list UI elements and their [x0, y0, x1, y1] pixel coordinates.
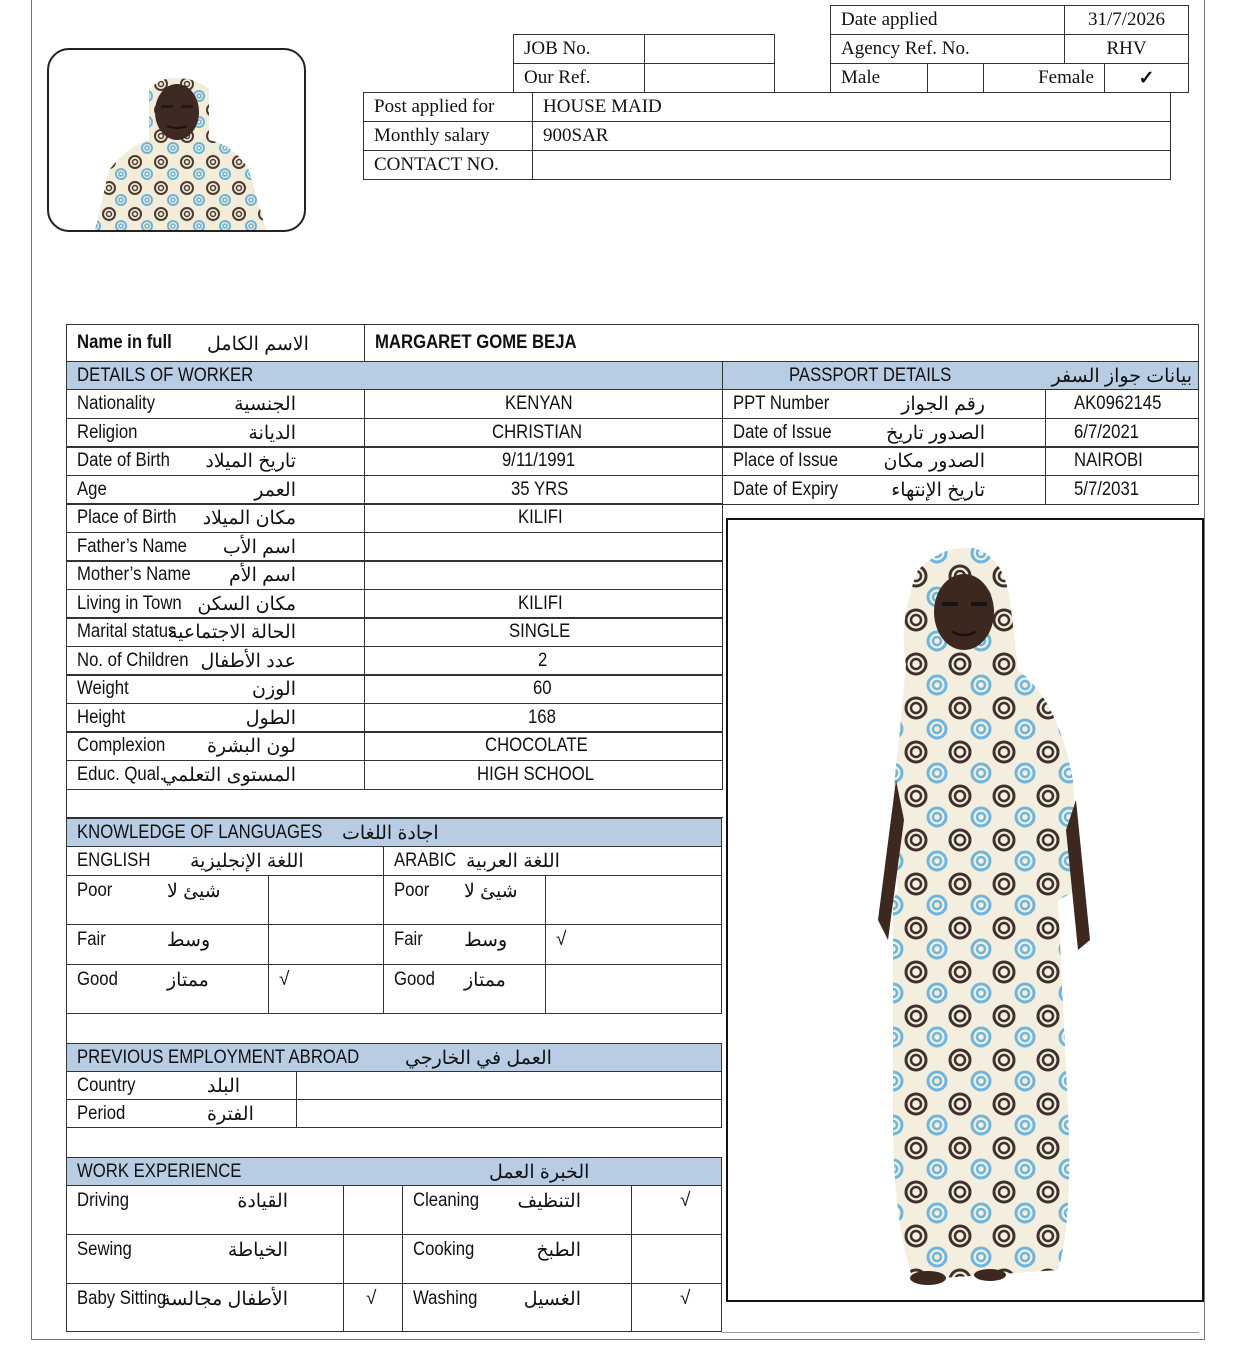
worker-label-ar: الطول [245, 708, 296, 729]
employment-label-ar: البلد [207, 1076, 241, 1097]
worker-value: 9/11/1991 [501, 450, 576, 471]
worker-label-ar: الوزن [251, 679, 296, 700]
english-level-check[interactable] [268, 875, 384, 925]
employment-table-spacer [66, 1127, 722, 1158]
arabic-level-check[interactable] [545, 964, 722, 1014]
passport-label-en: PPT Number [733, 393, 830, 414]
arabic-level-en: Poor [394, 880, 430, 901]
employment-field-label [66, 1099, 297, 1128]
worker-label-ar: الحالة الاجتماعية [168, 622, 296, 643]
worker-field-value[interactable] [364, 703, 723, 733]
our-ref-field[interactable] [644, 63, 775, 93]
date-applied-label: Date applied [830, 5, 1065, 35]
post-label: Post applied for [363, 92, 533, 122]
worker-field-value[interactable] [364, 646, 723, 676]
arabic-level-ar: ممتاز [464, 970, 506, 991]
passport-field-label [722, 475, 1046, 505]
arabic-level-check[interactable]: √ [545, 924, 722, 965]
worker-field-label [66, 617, 365, 647]
worker-value: CHOCOLATE [485, 735, 588, 756]
english-level-ar: ممتاز [167, 970, 209, 991]
passport-field-value[interactable] [1045, 389, 1199, 419]
passport-field-label [722, 389, 1046, 419]
experience-left-check[interactable] [343, 1234, 403, 1284]
worker-label-ar: مكان الميلاد [202, 508, 296, 529]
experience-left-label [66, 1185, 344, 1235]
worker-label-en: Father’s Name [77, 536, 187, 557]
arabic-label-en: ARABIC [394, 850, 457, 871]
experience-right-label [402, 1283, 632, 1332]
worker-label-en: Weight [77, 678, 129, 699]
experience-right-label [402, 1234, 632, 1284]
passport-label-ar: تاريخ الإنتهاء [891, 480, 985, 501]
contact-field[interactable] [532, 150, 1171, 180]
passport-label-ar: الصدور تاريخ [886, 423, 985, 444]
worker-label-en: Religion [77, 422, 138, 443]
passport-label-ar: رقم الجواز [901, 394, 985, 415]
contact-label: CONTACT NO. [363, 150, 533, 180]
english-level-ar: شيئ لا [167, 881, 221, 902]
english-label-ar: اللغة الإنجليزية [190, 851, 304, 872]
passport-value: 6/7/2021 [1074, 422, 1140, 443]
worker-field-value[interactable] [364, 731, 723, 761]
experience-left-check[interactable] [343, 1185, 403, 1235]
worker-field-label [66, 475, 365, 505]
worker-value: 60 [532, 678, 552, 699]
worker-label-ar: مكان السكن [197, 594, 296, 615]
worker-label-en: Complexion [77, 735, 166, 756]
experience-right-en: Washing [413, 1288, 478, 1309]
passport-section-header [722, 361, 1199, 390]
worker-field-value[interactable] [364, 503, 723, 533]
worker-label-ar: تاريخ الميلاد [205, 451, 296, 472]
employment-label-en: Period [77, 1102, 126, 1124]
experience-left-en: Sewing [77, 1239, 132, 1260]
experience-left-ar: القيادة [237, 1191, 288, 1212]
worker-field-value[interactable] [364, 617, 723, 647]
employment-field-label [66, 1071, 297, 1100]
our-ref-label: Our Ref. [513, 63, 645, 93]
arabic-level-en: Good [394, 969, 435, 990]
english-level-label [66, 875, 269, 925]
worker-label-ar: اسم الأب [222, 537, 296, 558]
full-body-photo [726, 518, 1204, 1302]
english-label-en: ENGLISH [77, 850, 151, 871]
name-field[interactable] [364, 324, 1199, 362]
english-level-label [66, 964, 269, 1014]
passport-field-value[interactable] [1045, 475, 1199, 505]
experience-left-en: Baby Sitting [77, 1288, 167, 1309]
arabic-header [383, 846, 722, 876]
worker-field-label [66, 703, 365, 733]
worker-label-ar: لون البشرة [206, 736, 296, 757]
experience-title-en: WORK EXPERIENCE [77, 1160, 242, 1182]
english-level-check[interactable]: √ [268, 964, 384, 1014]
worker-field-value[interactable] [364, 760, 723, 790]
passport-value: NAIROBI [1074, 450, 1143, 471]
experience-left-ar: الخياطة [227, 1240, 288, 1261]
arabic-level-check[interactable] [545, 875, 722, 925]
worker-label-ar: الجنسية [234, 394, 296, 415]
job-no-label: JOB No. [513, 34, 645, 64]
passport-value: 5/7/2031 [1074, 479, 1140, 500]
portrait-photo [47, 48, 306, 232]
employment-label-ar: الفترة [207, 1104, 254, 1125]
english-level-en: Poor [77, 880, 113, 901]
worker-field-value[interactable] [364, 560, 723, 590]
english-level-ar: وسط [167, 930, 211, 951]
agency-ref-label: Agency Ref. No. [830, 34, 1065, 64]
worker-field-label [66, 760, 365, 790]
worker-value: 2 [538, 650, 548, 671]
post-field[interactable]: HOUSE MAID [532, 92, 1171, 122]
languages-section-header [66, 818, 722, 847]
worker-label-en: Age [77, 479, 107, 500]
passport-title-en: PASSPORT DETAILS [789, 365, 952, 386]
worker-table-spacer [66, 788, 723, 818]
female-checkbox[interactable]: ✓ [1104, 63, 1189, 93]
arabic-level-en: Fair [394, 929, 423, 950]
english-level-en: Fair [77, 929, 106, 950]
experience-left-label [66, 1234, 344, 1284]
english-level-en: Good [77, 969, 118, 990]
passport-field-label [722, 418, 1046, 448]
english-level-label [66, 924, 269, 965]
worker-field-label [66, 646, 365, 676]
passport-label-en: Place of Issue [733, 450, 839, 471]
worker-field-label [66, 503, 365, 533]
bottom-rule [722, 1332, 1199, 1333]
passport-label-en: Date of Issue [733, 422, 832, 443]
passport-field-label [722, 446, 1046, 476]
worker-value: SINGLE [508, 621, 570, 642]
experience-left-ar: الأطفال مجالسة [161, 1289, 288, 1310]
english-level-check[interactable] [268, 924, 384, 965]
employment-title-en: PREVIOUS EMPLOYMENT ABROAD [77, 1046, 360, 1068]
experience-left-label [66, 1283, 344, 1332]
arabic-level-label [383, 964, 546, 1014]
name-label-cell [66, 324, 365, 362]
worker-field-label [66, 418, 365, 448]
worker-value: KILIFI [518, 593, 563, 614]
employment-label-en: Country [77, 1074, 136, 1096]
worker-field-label [66, 389, 365, 419]
arabic-label-ar: اللغة العربية [466, 851, 560, 872]
passport-field-value[interactable] [1045, 418, 1199, 448]
experience-right-label [402, 1185, 632, 1235]
employment-field-value[interactable] [296, 1071, 722, 1100]
languages-table-spacer [66, 1013, 722, 1044]
salary-label: Monthly salary [363, 121, 533, 151]
worker-label-ar: الديانة [248, 423, 296, 444]
salary-field[interactable]: 900SAR [532, 121, 1171, 151]
worker-field-value[interactable] [364, 532, 723, 562]
worker-label-en: Height [77, 707, 126, 728]
worker-value: 168 [527, 707, 556, 728]
passport-label-en: Date of Expiry [733, 479, 839, 500]
worker-value: KILIFI [518, 507, 563, 528]
job-no-field[interactable] [644, 34, 775, 64]
worker-label-ar: اسم الأم [228, 565, 296, 586]
worker-section-title: DETAILS OF WORKER [77, 364, 254, 386]
worker-label-en: No. of Children [77, 650, 189, 671]
experience-right-check[interactable] [631, 1234, 722, 1284]
experience-section-header [66, 1157, 722, 1186]
experience-right-ar: الطبخ [536, 1240, 581, 1261]
arabic-level-ar: وسط [464, 930, 508, 951]
worker-field-label [66, 674, 365, 704]
employment-title-ar: العمل في الخارجي [405, 1048, 552, 1069]
worker-field-label [66, 532, 365, 562]
worker-label-ar: العمر [254, 480, 296, 501]
worker-field-label [66, 589, 365, 619]
arabic-level-label [383, 875, 546, 925]
experience-right-ar: التنظيف [517, 1191, 581, 1212]
experience-right-en: Cleaning [413, 1190, 479, 1211]
male-checkbox[interactable] [927, 63, 984, 93]
worker-field-value[interactable] [364, 674, 723, 704]
experience-left-check[interactable]: √ [343, 1283, 403, 1332]
worker-label-en: Place of Birth [77, 507, 177, 528]
worker-label-en: Nationality [77, 393, 156, 414]
worker-label-en: Marital status [77, 621, 177, 642]
worker-label-en: Date of Birth [77, 450, 170, 471]
worker-field-value[interactable] [364, 589, 723, 619]
employment-section-header [66, 1043, 722, 1072]
employment-field-value[interactable] [296, 1099, 722, 1128]
worker-value: KENYAN [505, 393, 573, 414]
arabic-level-label [383, 924, 546, 965]
languages-title-en: KNOWLEDGE OF LANGUAGES [77, 821, 323, 843]
worker-section-header [66, 361, 723, 390]
worker-field-label [66, 446, 365, 476]
english-header [66, 846, 384, 876]
passport-value: AK0962145 [1074, 393, 1162, 414]
worker-label-en: Living in Town [77, 593, 182, 614]
worker-field-value[interactable] [364, 418, 723, 448]
worker-field-value[interactable] [364, 475, 723, 505]
experience-right-ar: الغسيل [523, 1289, 581, 1310]
passport-title-ar: بيانات جواز السفر [1051, 366, 1192, 387]
experience-right-check[interactable]: √ [631, 1185, 722, 1235]
name-label-ar: الاسم الكامل [207, 334, 309, 355]
experience-right-check[interactable]: √ [631, 1283, 722, 1332]
worker-label-en: Mother’s Name [77, 564, 191, 585]
languages-title-ar: اجادة اللغات [342, 823, 439, 844]
experience-left-en: Driving [77, 1190, 130, 1211]
name-value: MARGARET GOME BEJA [375, 332, 577, 353]
passport-field-value[interactable] [1045, 446, 1199, 476]
worker-value: HIGH SCHOOL [476, 764, 595, 785]
worker-field-label [66, 560, 365, 590]
worker-value: CHRISTIAN [492, 422, 583, 443]
passport-label-ar: الصدور مكان [883, 451, 985, 472]
worker-label-ar: عدد الأطفال [200, 651, 296, 672]
agency-ref-field[interactable]: RHV [1064, 34, 1189, 64]
worker-label-ar: المستوى التعلمي [162, 765, 296, 786]
worker-field-value[interactable] [364, 446, 723, 476]
female-label: Female [983, 63, 1105, 93]
worker-field-label [66, 731, 365, 761]
date-applied-field[interactable]: 31/7/2026 [1064, 5, 1189, 35]
name-label-en: Name in full [77, 332, 172, 353]
worker-field-value[interactable] [364, 389, 723, 419]
worker-value: 35 YRS [510, 479, 569, 500]
male-label: Male [830, 63, 928, 93]
experience-right-en: Cooking [413, 1239, 475, 1260]
arabic-level-ar: شيئ لا [464, 881, 518, 902]
worker-label-en: Educ. Qual. [77, 764, 165, 785]
experience-title-ar: الخبرة العمل [489, 1162, 590, 1183]
